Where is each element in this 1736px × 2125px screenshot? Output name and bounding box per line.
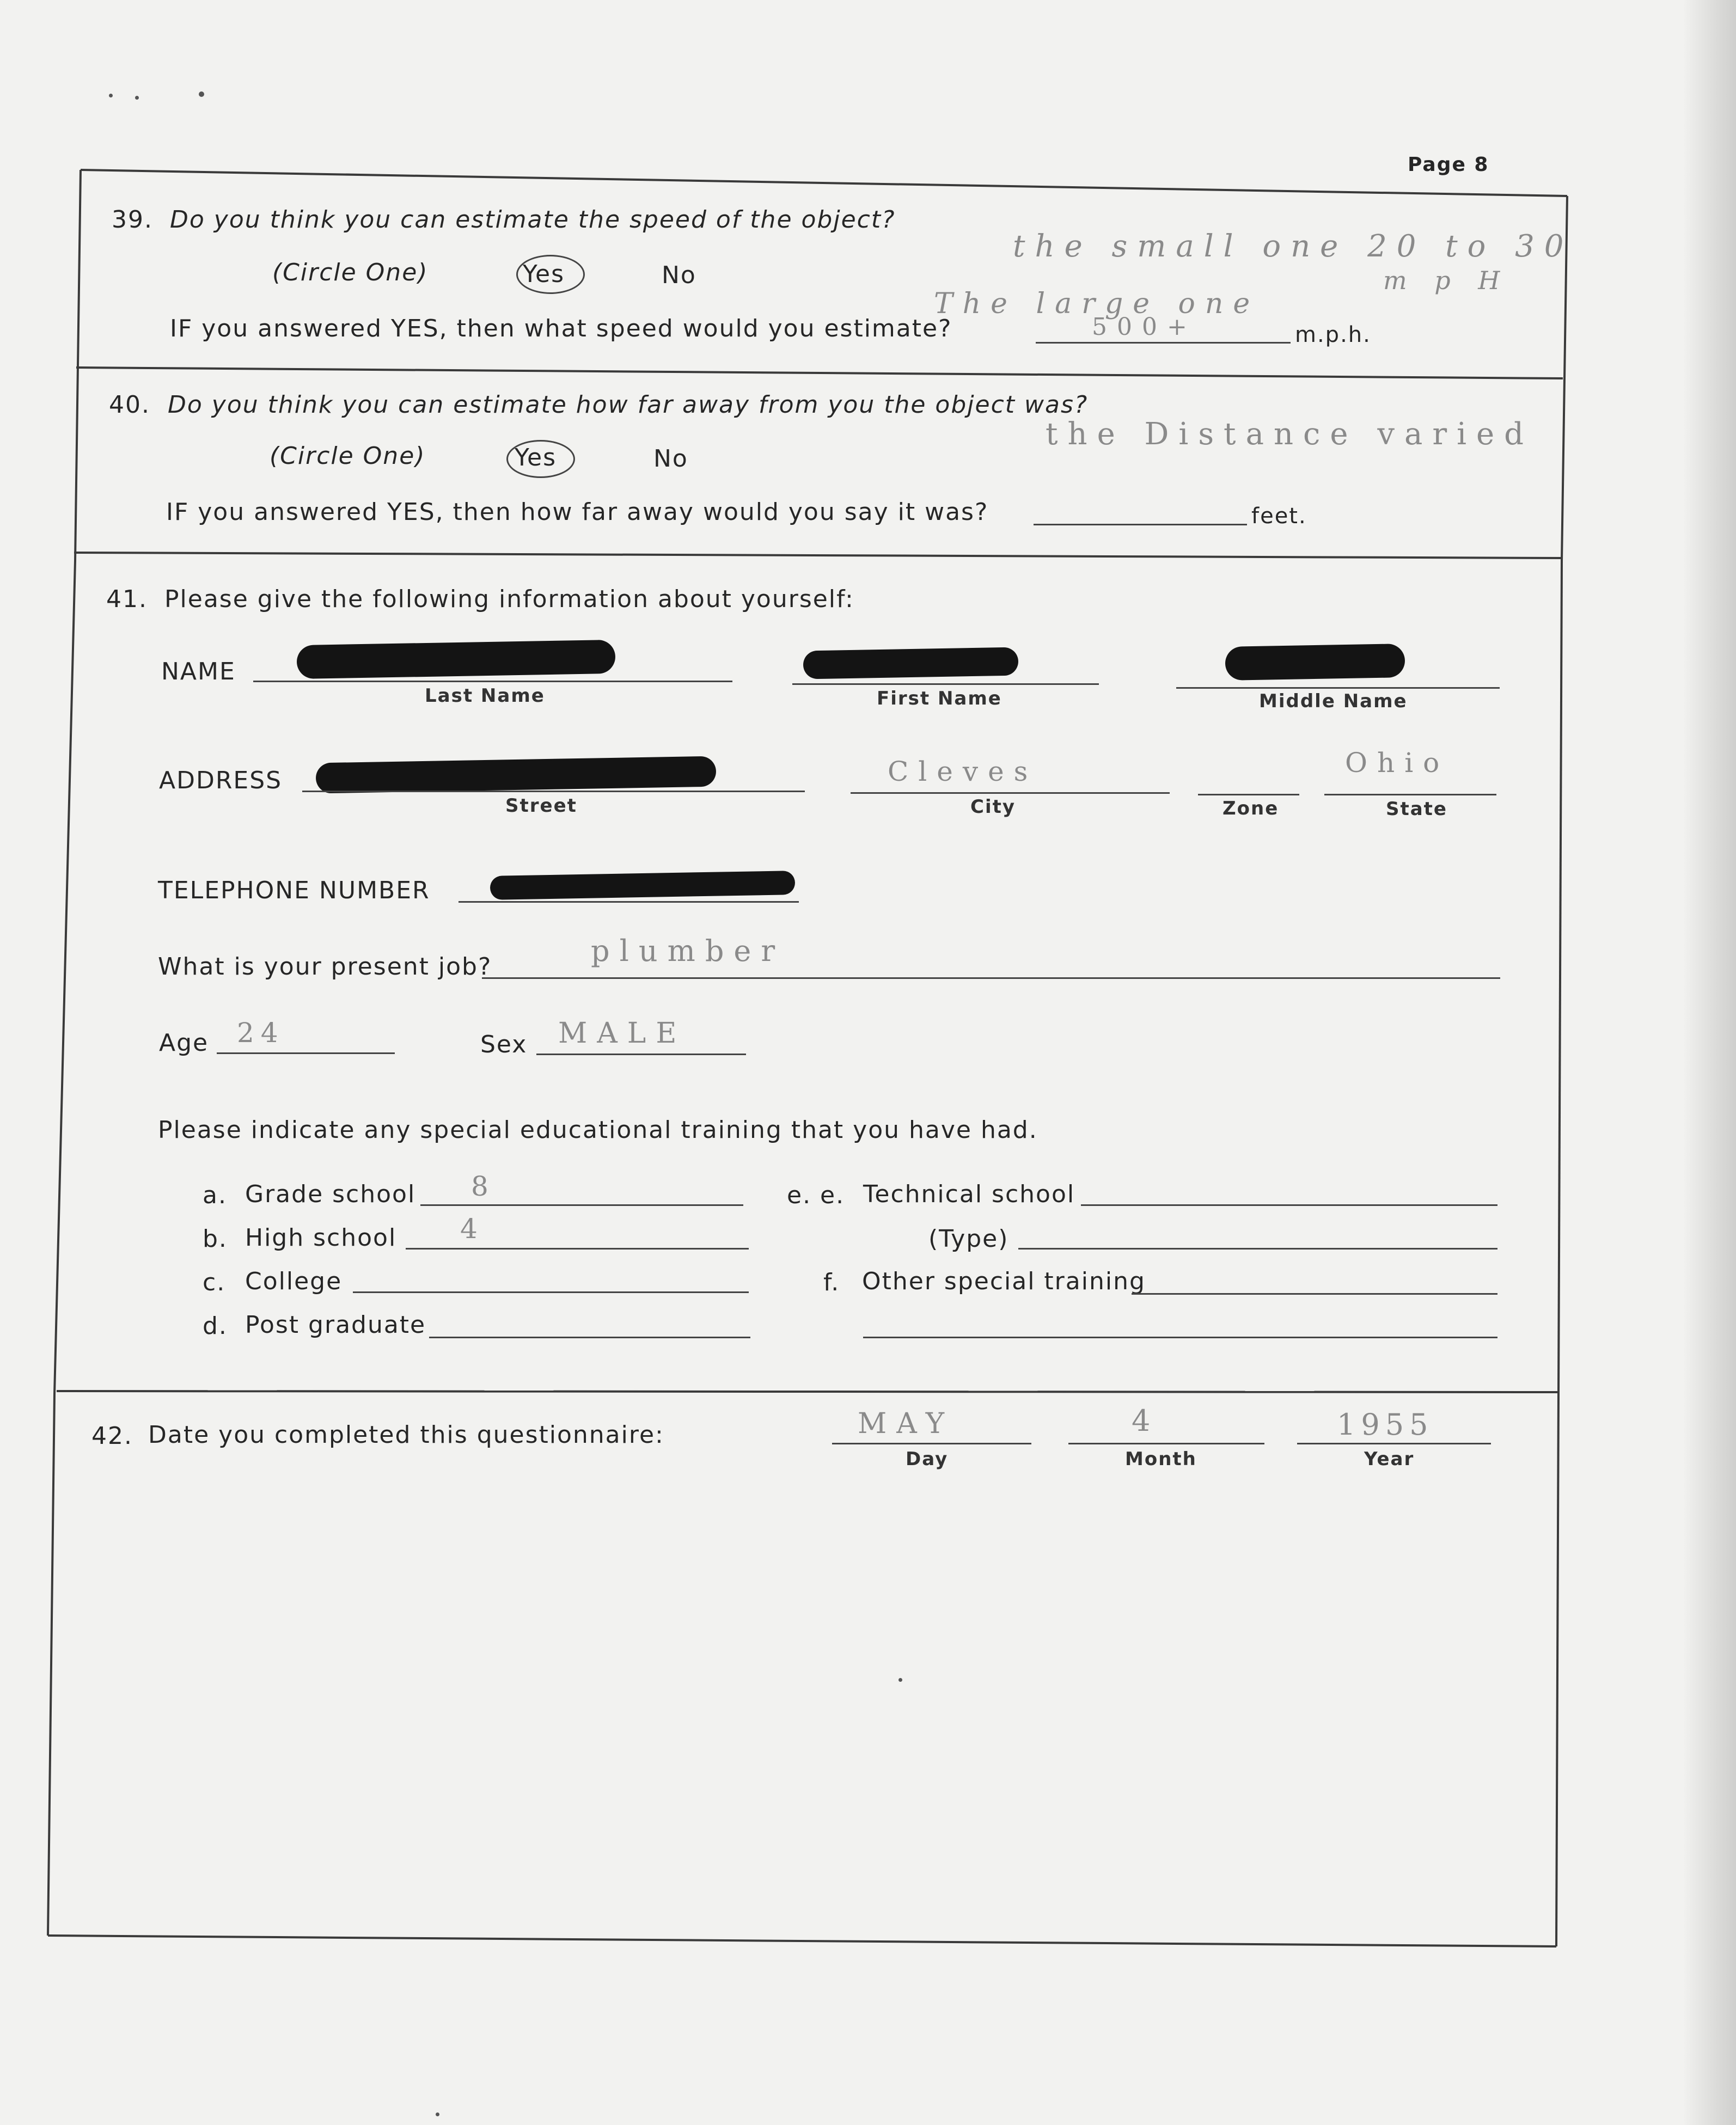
edu-high-school-field[interactable] xyxy=(406,1248,749,1250)
edu-a-letter: a. xyxy=(203,1181,227,1209)
city-field[interactable] xyxy=(851,792,1170,794)
age-value[interactable]: 24 xyxy=(237,1017,285,1049)
date-day-field[interactable] xyxy=(832,1443,1031,1444)
q40-number: 40. xyxy=(109,391,150,419)
edu-other-training-field[interactable] xyxy=(1132,1293,1497,1295)
q40-question: Do you think you can estimate how far away from you the object was? xyxy=(168,391,1089,419)
edu-technical-school-field[interactable] xyxy=(1081,1204,1497,1206)
edu-post-graduate-field[interactable] xyxy=(429,1337,750,1338)
date-year-caption: Year xyxy=(1364,1448,1415,1470)
q40-yes[interactable]: Yes xyxy=(515,444,557,471)
date-day-value[interactable]: MAY xyxy=(858,1407,955,1440)
job-field[interactable] xyxy=(482,977,1500,979)
address-label: ADDRESS xyxy=(159,767,283,794)
q39-followup: IF you answered YES, then what speed would you estimate? xyxy=(170,315,952,342)
date-month-caption: Month xyxy=(1125,1448,1197,1470)
q39-hand-note-2: m p H xyxy=(1383,266,1510,295)
age-field[interactable] xyxy=(217,1052,395,1054)
q39-unit: m.p.h. xyxy=(1295,322,1371,347)
sex-value[interactable]: MALE xyxy=(558,1017,687,1050)
q40-distance-field[interactable] xyxy=(1034,524,1247,525)
edu-other-training-field-2[interactable] xyxy=(863,1337,1497,1338)
zone-field[interactable] xyxy=(1198,794,1299,795)
first-name-field[interactable] xyxy=(792,683,1099,685)
q39-hand-note-1: the small one 20 to 30 xyxy=(1013,229,1574,264)
q39-hand-note-3: The large one xyxy=(934,287,1260,320)
state-value[interactable]: Ohio xyxy=(1345,747,1450,779)
education-intro: Please indicate any special educational training that you have had. xyxy=(158,1116,1038,1144)
sex-label: Sex xyxy=(480,1031,528,1058)
q39-speed-field[interactable] xyxy=(1036,342,1291,344)
date-month-field[interactable] xyxy=(1068,1443,1264,1444)
job-value[interactable]: plumber xyxy=(591,934,785,968)
q39-no[interactable]: No xyxy=(662,261,696,289)
q42-number: 42. xyxy=(91,1422,133,1450)
q40-followup: IF you answered YES, then how far away would you say it was? xyxy=(166,498,989,526)
state-caption: State xyxy=(1386,798,1447,820)
telephone-label: TELEPHONE NUMBER xyxy=(158,877,430,904)
edu-type-label: (Type) xyxy=(928,1225,1009,1253)
q39-question: Do you think you can estimate the speed of the object? xyxy=(170,206,896,234)
q40-hand-note: the Distance varied xyxy=(1046,417,1534,452)
last-name-caption: Last Name xyxy=(425,685,545,707)
edu-high-school-label: High school xyxy=(245,1224,397,1252)
edu-technical-school-label: Technical school xyxy=(863,1180,1075,1208)
street-caption: Street xyxy=(505,795,577,817)
state-field[interactable] xyxy=(1324,794,1496,795)
zone-caption: Zone xyxy=(1222,798,1279,819)
redaction-mark xyxy=(1225,644,1405,681)
street-field[interactable] xyxy=(302,791,805,792)
edu-grade-school-field[interactable] xyxy=(420,1204,743,1206)
edu-f-letter: f. xyxy=(823,1269,840,1296)
edu-grade-school-value[interactable]: 8 xyxy=(471,1171,498,1202)
city-value[interactable]: Cleves xyxy=(888,756,1038,787)
q41-intro: Please give the following information about yourself: xyxy=(164,585,854,613)
redaction-mark xyxy=(297,640,616,679)
age-label: Age xyxy=(159,1029,209,1057)
q40-no[interactable]: No xyxy=(653,445,688,473)
q42-question: Date you completed this questionnaire: xyxy=(148,1421,664,1449)
edu-type-field[interactable] xyxy=(1018,1248,1497,1250)
q39-number: 39. xyxy=(112,206,153,234)
edu-grade-school-label: Grade school xyxy=(245,1180,416,1208)
date-year-field[interactable] xyxy=(1297,1443,1491,1444)
first-name-caption: First Name xyxy=(877,688,1002,709)
edu-college-label: College xyxy=(245,1267,343,1295)
q40-circle-one: (Circle One) xyxy=(270,442,426,470)
job-label: What is your present job? xyxy=(158,953,492,981)
sex-field[interactable] xyxy=(536,1054,746,1055)
page-number: Page 8 xyxy=(1408,154,1489,176)
edu-post-graduate-label: Post graduate xyxy=(245,1311,426,1339)
middle-name-field[interactable] xyxy=(1176,687,1500,689)
edu-c-letter: c. xyxy=(203,1269,226,1296)
q39-yes[interactable]: Yes xyxy=(523,260,565,288)
q40-unit: feet. xyxy=(1251,504,1307,529)
q39-circle-one: (Circle One) xyxy=(272,259,429,286)
edu-high-school-value[interactable]: 4 xyxy=(460,1213,487,1245)
edu-college-field[interactable] xyxy=(353,1291,749,1293)
edu-d-letter: d. xyxy=(203,1312,228,1340)
q41-number: 41. xyxy=(106,585,148,613)
date-day-caption: Day xyxy=(906,1448,949,1470)
edu-e-letter: e. e. xyxy=(787,1181,845,1209)
edu-other-training-label: Other special training xyxy=(862,1267,1146,1295)
q39-speed-value[interactable]: 500+ xyxy=(1092,313,1197,341)
date-month-value[interactable]: 4 xyxy=(1132,1404,1160,1438)
edu-b-letter: b. xyxy=(203,1225,228,1253)
telephone-field[interactable] xyxy=(459,901,799,903)
middle-name-caption: Middle Name xyxy=(1259,690,1408,712)
date-year-value[interactable]: 1955 xyxy=(1337,1407,1434,1442)
city-caption: City xyxy=(970,796,1016,818)
redaction-mark xyxy=(803,647,1019,679)
name-label: NAME xyxy=(161,658,236,685)
last-name-field[interactable] xyxy=(253,681,732,682)
